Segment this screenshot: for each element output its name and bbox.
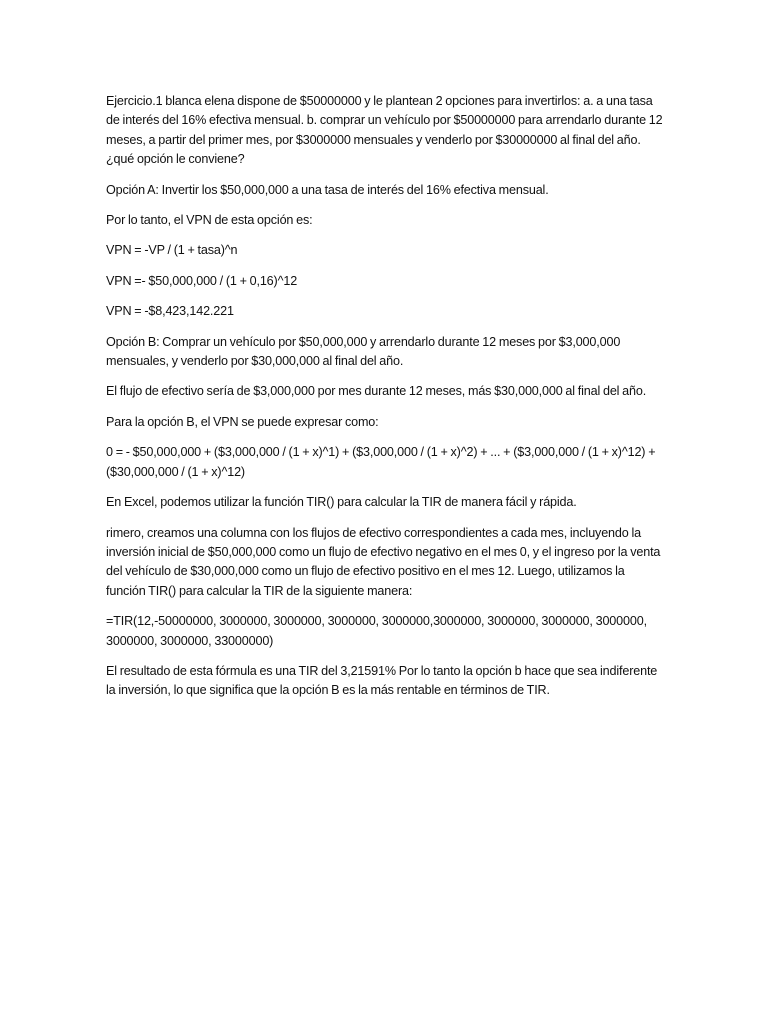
vpn-substitution: VPN =- $50,000,000 / (1 + 0,16)^12 — [106, 273, 298, 288]
option-a-description: Opción A: Invertir los $50,000,000 a una tasa de interés del 16% efectiva mensual. — [106, 182, 549, 197]
cash-flow-description: El flujo de efectivo sería de $3,000,000 por mes durante 12 meses, más $30,000,000 al final del año. — [106, 384, 647, 399]
vpn-result: VPN = -$8,423,142.221 — [106, 304, 234, 319]
option-b-description: Opción B: Comprar un vehículo por $50,000,000 y arrendarlo durante 12 meses por $3,000,000 mensuales, y venderlo por $30,000,000 al final del año. — [106, 334, 621, 369]
option-b-vpn-intro: Para la opción B, el VPN se puede expresar como: — [106, 414, 379, 429]
vpn-formula: VPN = -VP / (1 + tasa)^n — [106, 243, 238, 258]
exercise-statement: Ejercicio.1 blanca elena dispone de $50000000 y le plantean 2 opciones para invertirlos: a. a una tasa de interés del 16% efectiva mensual. b. comprar un vehículo por $50000000 para arrendarlo durante 12 meses, a partir del primer mes, por $3000000 mensuales y venderlo por $30000000 al final del año. ¿qué opción le conviene? — [106, 94, 663, 167]
option-b-equation: 0 = - $50,000,000 + ($3,000,000 / (1 + x)^1) + ($3,000,000 / (1 + x)^2) + ... + ($3,000,000 / (1 + x)^12) + ($30,000,000 / (1 + x)^12) — [106, 445, 656, 479]
excel-steps: rimero, creamos una columna con los flujos de efectivo correspondientes a cada mes, incluyendo la inversión inicial de $50,000,000 como un flujo de efectivo negativo en el mes 0, y el ingreso por la venta del vehículo de $30,000,000 como un flujo de efectivo positivo en el mes 12. Luego, utilizamos la función TIR() para calcular la TIR de la siguiente manera: — [106, 525, 661, 598]
document-page — [106, 92, 666, 712]
vpn-intro: Por lo tanto, el VPN de esta opción es: — [106, 213, 313, 228]
conclusion: El resultado de esta fórmula es una TIR del 3,21591% Por lo tanto la opción b hace que sea indiferente la inversión, lo que significa que la opción B es la más rentable en términos de TIR. — [106, 663, 658, 698]
tir-formula: =TIR(12,-50000000, 3000000, 3000000, 3000000, 3000000,3000000, 3000000, 3000000, 3000000, 3000000, 3000000, 33000000) — [106, 614, 647, 648]
excel-intro: En Excel, podemos utilizar la función TIR() para calcular la TIR de manera fácil y rápida. — [106, 495, 577, 510]
